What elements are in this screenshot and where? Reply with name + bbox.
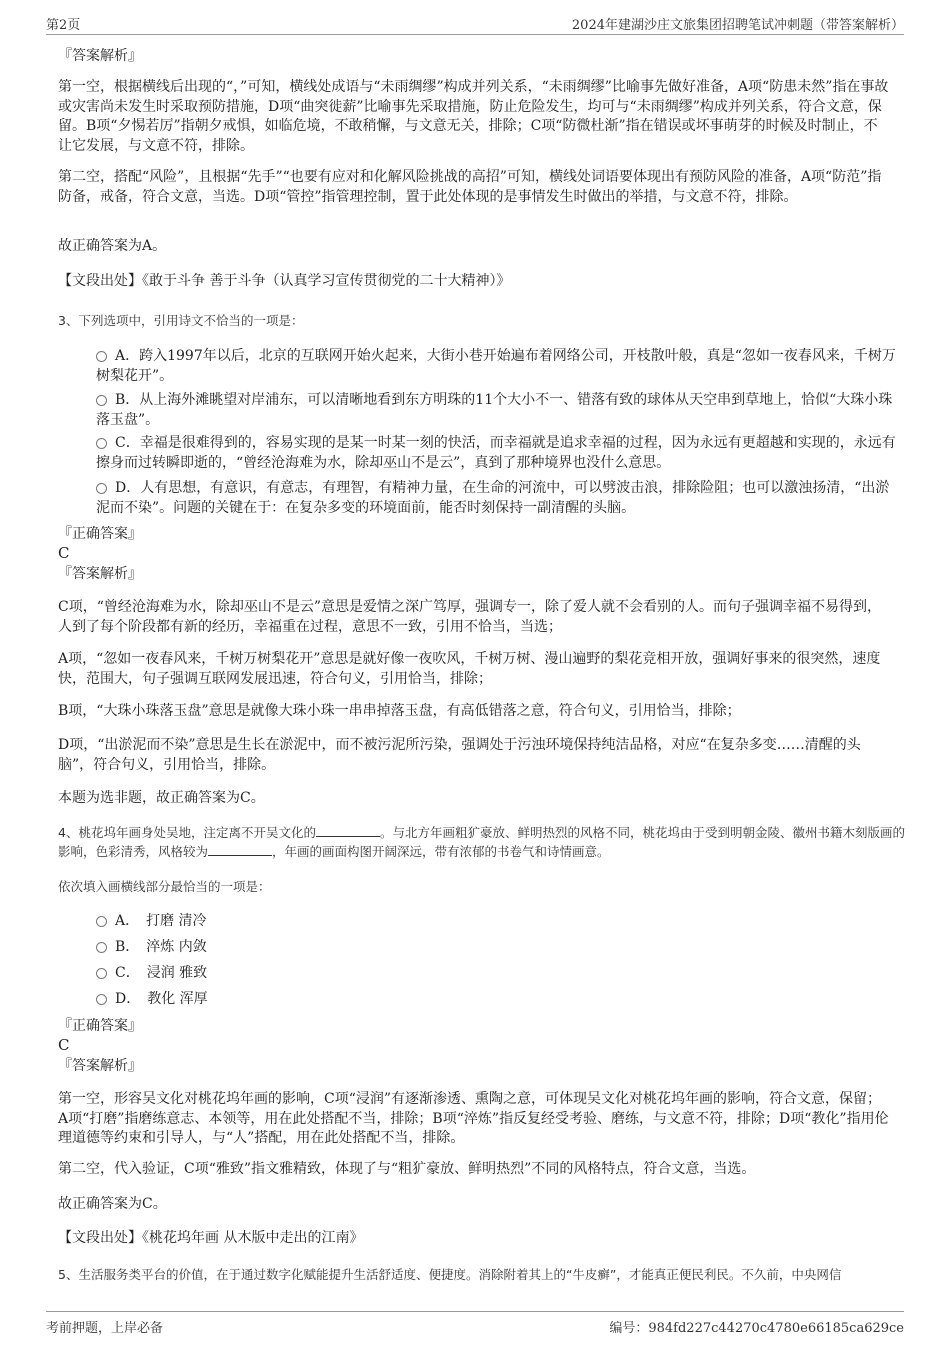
radio-icon[interactable] [96,483,107,494]
question-3-stem: 3、下列选项中，引用诗文不恰当的一项是： [58,313,304,328]
footer-slogan: 考前押题，上岸必备 [46,1321,164,1336]
q3-analysis-b: B项，“大珠小珠落玉盘”意思是就像大珠小珠一串串掉落玉盘，有高低错落之意，符合句义，引用恰当，排除； [58,703,741,719]
question-4-option-a[interactable]: A． 打磨 清冷 [96,912,896,932]
q3-analysis-c: C项，“曾经沧海难为水，除却巫山不是云”意思是爱情之深广笃厚，强调专一，除了爱人就不会看别的人。而句子强调幸福不易得到，人到了每个阶段都有新的经历，幸福重在过程，意思不一致，引用不恰当，当选； [58,599,882,635]
document-title: 2024年建湖沙庄文旅集团招聘笔试冲刺题（带答案解析） [571,18,904,33]
blank-line [208,843,272,856]
prev-source: 【文段出处】《敢于斗争 善于斗争（认真学习宣传贯彻党的二十大精神）》 [58,273,511,289]
q3-analysis-label: 『答案解析』 [58,566,142,582]
question-4-option-c[interactable]: C． 浸润 雅致 [96,964,896,984]
question-4-stem: 4、桃花坞年画身处吴地，注定离不开吴文化的 。与北方年画粗犷豪放、鲜明热烈的风格不同，桃花坞由于受到明朝金陵、徽州书籍木刻版画的影响，色彩清秀，风格较为 ，年画的画面构图开阔深远，带有浓郁的书卷气和诗情画意。 [58,825,905,859]
q3-analysis-d: D项，“出淤泥而不染”意思是生长在淤泥中，而不被污泥所污染，强调处于污浊环境保持纯洁品格，对应“在复杂多变……清醒的头脑”，符合句义，引用恰当，排除。 [58,737,861,773]
q3-correct-answer: C [58,544,70,562]
question-3-option-a[interactable]: A．跨入1997年以后，北京的互联网开始火起来，大街小巷开始遍布着网络公司，开枝散叶般，真是“忽如一夜春风来，千树万树梨花开”。 [96,348,896,384]
question-5-stem: 5、生活服务类平台的价值，在于通过数字化赋能提升生活舒适度、便捷度。消除附着其上的“牛皮癣”，才能真正便民利民。不久前，中央网信 [58,1267,842,1282]
radio-icon[interactable] [96,916,107,927]
question-3-option-c[interactable]: C．幸福是很难得到的，容易实现的是某一时某一刻的快活，而幸福就是追求幸福的过程，因为永远有更超越和实现的，永远有擦身而过转瞬即逝的，“曾经沧海难为水，除却巫山不是云”，真到了那种境界也没什么意思。 [96,435,896,471]
q4-correct-label: 『正确答案』 [58,1018,142,1034]
radio-icon[interactable] [96,942,107,953]
radio-icon[interactable] [96,438,107,449]
q4-source: 【文段出处】《桃花坞年画 从木版中走出的江南》 [58,1230,364,1246]
q3-correct-label: 『正确答案』 [58,526,142,542]
page-header [46,14,904,35]
footer-serial: 编号：984fd227c44270c4780e66185ca629ce [609,1321,904,1336]
radio-icon[interactable] [96,968,107,979]
page-footer [46,1311,904,1338]
q4-analysis-p1: 第一空，形容吴文化对桃花坞年画的影响，C项“浸润”有逐渐渗透、熏陶之意，可体现吴文化对桃花坞年画的影响，符合文意，保留；A项“打磨”指磨练意志、本领等，用在此处搭配不当，排除；B项“淬炼”指反复经受考验、磨练，与文意不符，排除；D项“教化”指用伦理道德等约束和引导人，与“人”搭配，用在此处搭配不当，排除。 [58,1091,889,1146]
prev-analysis-label: 『答案解析』 [58,48,142,64]
q4-analysis-p2: 第二空，代入验证，C项“雅致”指文雅精致，体现了与“粗犷豪放、鲜明热烈”不同的风格特点，符合文意，当选。 [58,1161,756,1177]
q4-analysis-label: 『答案解析』 [58,1058,142,1074]
question-4-option-d[interactable]: D． 教化 浑厚 [96,990,896,1010]
question-4-option-b[interactable]: B． 淬炼 内敛 [96,938,896,958]
radio-icon[interactable] [96,994,107,1005]
q4-correct-answer: C [58,1036,70,1054]
q3-analysis-a: A项，“忽如一夜春风来，千树万树梨花开”意思是就好像一夜吹风，千树万树、漫山遍野的梨花竞相开放，强调好事来的很突然，速度快，范围大，句子强调互联网发展迅速，符合句义，引用恰当，排除； [58,651,881,687]
question-4-ask: 依次填入画横线部分最恰当的一项是： [58,879,271,894]
q4-answer: 故正确答案为C。 [58,1196,167,1212]
blank-line [316,824,380,837]
q3-answer: 本题为选非题，故正确答案为C。 [58,790,265,806]
radio-icon[interactable] [96,351,107,362]
question-3-option-d[interactable]: D．人有思想，有意识，有意志，有理智，有精神力量，在生命的河流中，可以劈波击浪，排除险阻；也可以激浊扬清，“出淤泥而不染”。问题的关键在于：在复杂多变的环境面前，能否时刻保持一副清醒的头脑。 [96,480,890,516]
prev-answer: 故正确答案为A。 [58,238,167,254]
prev-analysis-p1: 第一空，根据横线后出现的“，”可知，横线处成语与“未雨绸缪”构成并列关系，“未雨绸缪”比喻事先做好准备，A项“防患未然”指在事故或灾害尚未发生时采取预防措施，D项“曲突徙薪”比喻事先采取措施，防止危险发生，均可与“未雨绸缪”构成并列关系，符合文意，保留。B项“夕惕若厉”指朝夕戒惧，如临危境，不敢稍懈，与文意无关，排除；C项“防微杜渐”指在错误或坏事萌芽的时候及时制止，不让它发展，与文意不符，排除。 [58,79,889,154]
prev-analysis-p2: 第二空，搭配“风险”，且根据“先手”“也要有应对和化解风险挑战的高招”可知，横线处词语要体现出有预防风险的准备，A项“防范”指防备，戒备，符合文意，当选。D项“管控”指管理控制，置于此处体现的是事情发生时做出的举措，与文意不符，排除。 [58,169,882,205]
page-number: 第2页 [46,18,81,33]
radio-icon[interactable] [96,395,107,406]
question-3-option-b[interactable]: B．从上海外滩眺望对岸浦东，可以清晰地看到东方明珠的11个大小不一、错落有致的球体从天空串到草地上，恰似“大珠小珠落玉盘”。 [96,392,893,428]
